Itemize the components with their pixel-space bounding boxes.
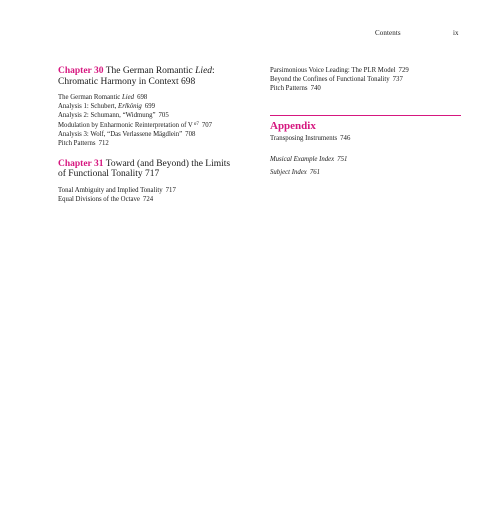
index-entry-text: Musical Example Index bbox=[270, 156, 335, 164]
toc-entry-text: The German Romantic bbox=[58, 94, 122, 101]
toc-entry-text: Tonal Ambiguity and Implied Tonality bbox=[58, 186, 163, 194]
toc-entry bbox=[58, 111, 258, 120]
index-entry-page: 761 bbox=[309, 169, 321, 177]
toc-entry-text: Analysis 3: Wolf, “Das Verlassene Mägdlein” bbox=[58, 131, 183, 139]
right-column bbox=[270, 66, 465, 179]
toc-entry-text: Equal Divisions of the Octave bbox=[58, 195, 140, 203]
toc-entry-page: 708 bbox=[185, 131, 196, 139]
toc-entry-text: Beyond the Confines of Functional Tonality bbox=[270, 76, 390, 84]
toc-entry bbox=[270, 66, 465, 75]
index-entry-text: Subject Index bbox=[270, 169, 307, 177]
toc-entry-page: 729 bbox=[398, 67, 409, 74]
chapter-31-title-line1: Toward (and Beyond) the Limits bbox=[105, 158, 231, 169]
chapter-31-heading bbox=[58, 159, 258, 180]
toc-entry-text: Pitch Patterns bbox=[270, 85, 308, 93]
chapter-30-heading bbox=[58, 66, 258, 87]
chapter-31-label: Chapter 31 bbox=[58, 158, 104, 169]
toc-entry-page: 737 bbox=[392, 76, 403, 84]
toc-entry bbox=[58, 139, 258, 148]
toc-entry-page: 746 bbox=[340, 135, 351, 143]
toc-entry bbox=[58, 93, 258, 102]
toc-entry-text: Parsimonious Voice Leading: The PLR Model bbox=[270, 67, 396, 74]
toc-entry-text: Transposing Instruments bbox=[270, 135, 338, 143]
running-head-title: Contents bbox=[375, 29, 401, 37]
page-number: ix bbox=[453, 29, 459, 37]
chapter-30-label: Chapter 30 bbox=[58, 66, 104, 76]
chapter-31-entries bbox=[58, 186, 258, 204]
toc-entry-page: 699 bbox=[144, 103, 156, 111]
toc-entry-em: Lied bbox=[121, 94, 135, 101]
toc-entry bbox=[58, 120, 258, 130]
toc-entry-superscript: o7 bbox=[193, 122, 199, 128]
chapter-30-title-line2: Chromatic Harmony in Context bbox=[58, 76, 179, 87]
toc-entry-page: 712 bbox=[98, 140, 109, 148]
index-entry bbox=[270, 166, 465, 179]
appendix-heading: Appendix bbox=[270, 120, 316, 133]
left-column bbox=[58, 66, 258, 204]
index-entry bbox=[270, 153, 465, 166]
toc-entry-text: Analysis 2: Schumann, “Widmung” bbox=[58, 112, 156, 120]
toc-entry-page: 705 bbox=[158, 112, 169, 120]
toc-entry bbox=[270, 84, 465, 93]
toc-entry-page: 707 bbox=[201, 122, 213, 130]
toc-entry bbox=[58, 186, 258, 195]
toc-entry-text: Analysis 1: Schubert, bbox=[58, 103, 119, 111]
toc-entry-em: Erlkönig bbox=[118, 103, 142, 111]
toc-entry-page: 724 bbox=[142, 195, 154, 203]
index-entry-page: 751 bbox=[337, 156, 348, 164]
toc-entry bbox=[58, 195, 258, 204]
chapter-30-page: 698 bbox=[180, 76, 196, 87]
toc-entry-page: 740 bbox=[310, 85, 321, 93]
chapter-30-title-em: Lied bbox=[195, 66, 213, 76]
toc-entry-text: Modulation by Enharmonic Reinterpretation of V bbox=[58, 122, 193, 130]
chapter-30-title-pre: The German Romantic bbox=[105, 66, 196, 76]
toc-entry bbox=[270, 75, 465, 84]
appendix-divider bbox=[270, 115, 461, 116]
toc-entry-page: 717 bbox=[165, 186, 176, 194]
toc-entry bbox=[58, 130, 258, 139]
index-list bbox=[270, 153, 465, 179]
toc-entry bbox=[270, 134, 465, 143]
toc-entry-text: Pitch Patterns bbox=[58, 140, 96, 148]
chapter-31-title-line2: of Functional Tonality bbox=[58, 169, 143, 180]
chapter-31-continued-entries bbox=[270, 66, 465, 93]
chapter-30-title-post: : bbox=[212, 66, 215, 76]
toc-entry bbox=[58, 102, 258, 111]
chapter-31-page: 717 bbox=[145, 169, 160, 180]
chapter-30-block bbox=[58, 66, 258, 149]
toc-entry-page: 698 bbox=[137, 94, 148, 101]
chapter-30-entries bbox=[58, 93, 258, 149]
chapter-31-block bbox=[58, 159, 258, 204]
appendix-entries bbox=[270, 134, 465, 143]
